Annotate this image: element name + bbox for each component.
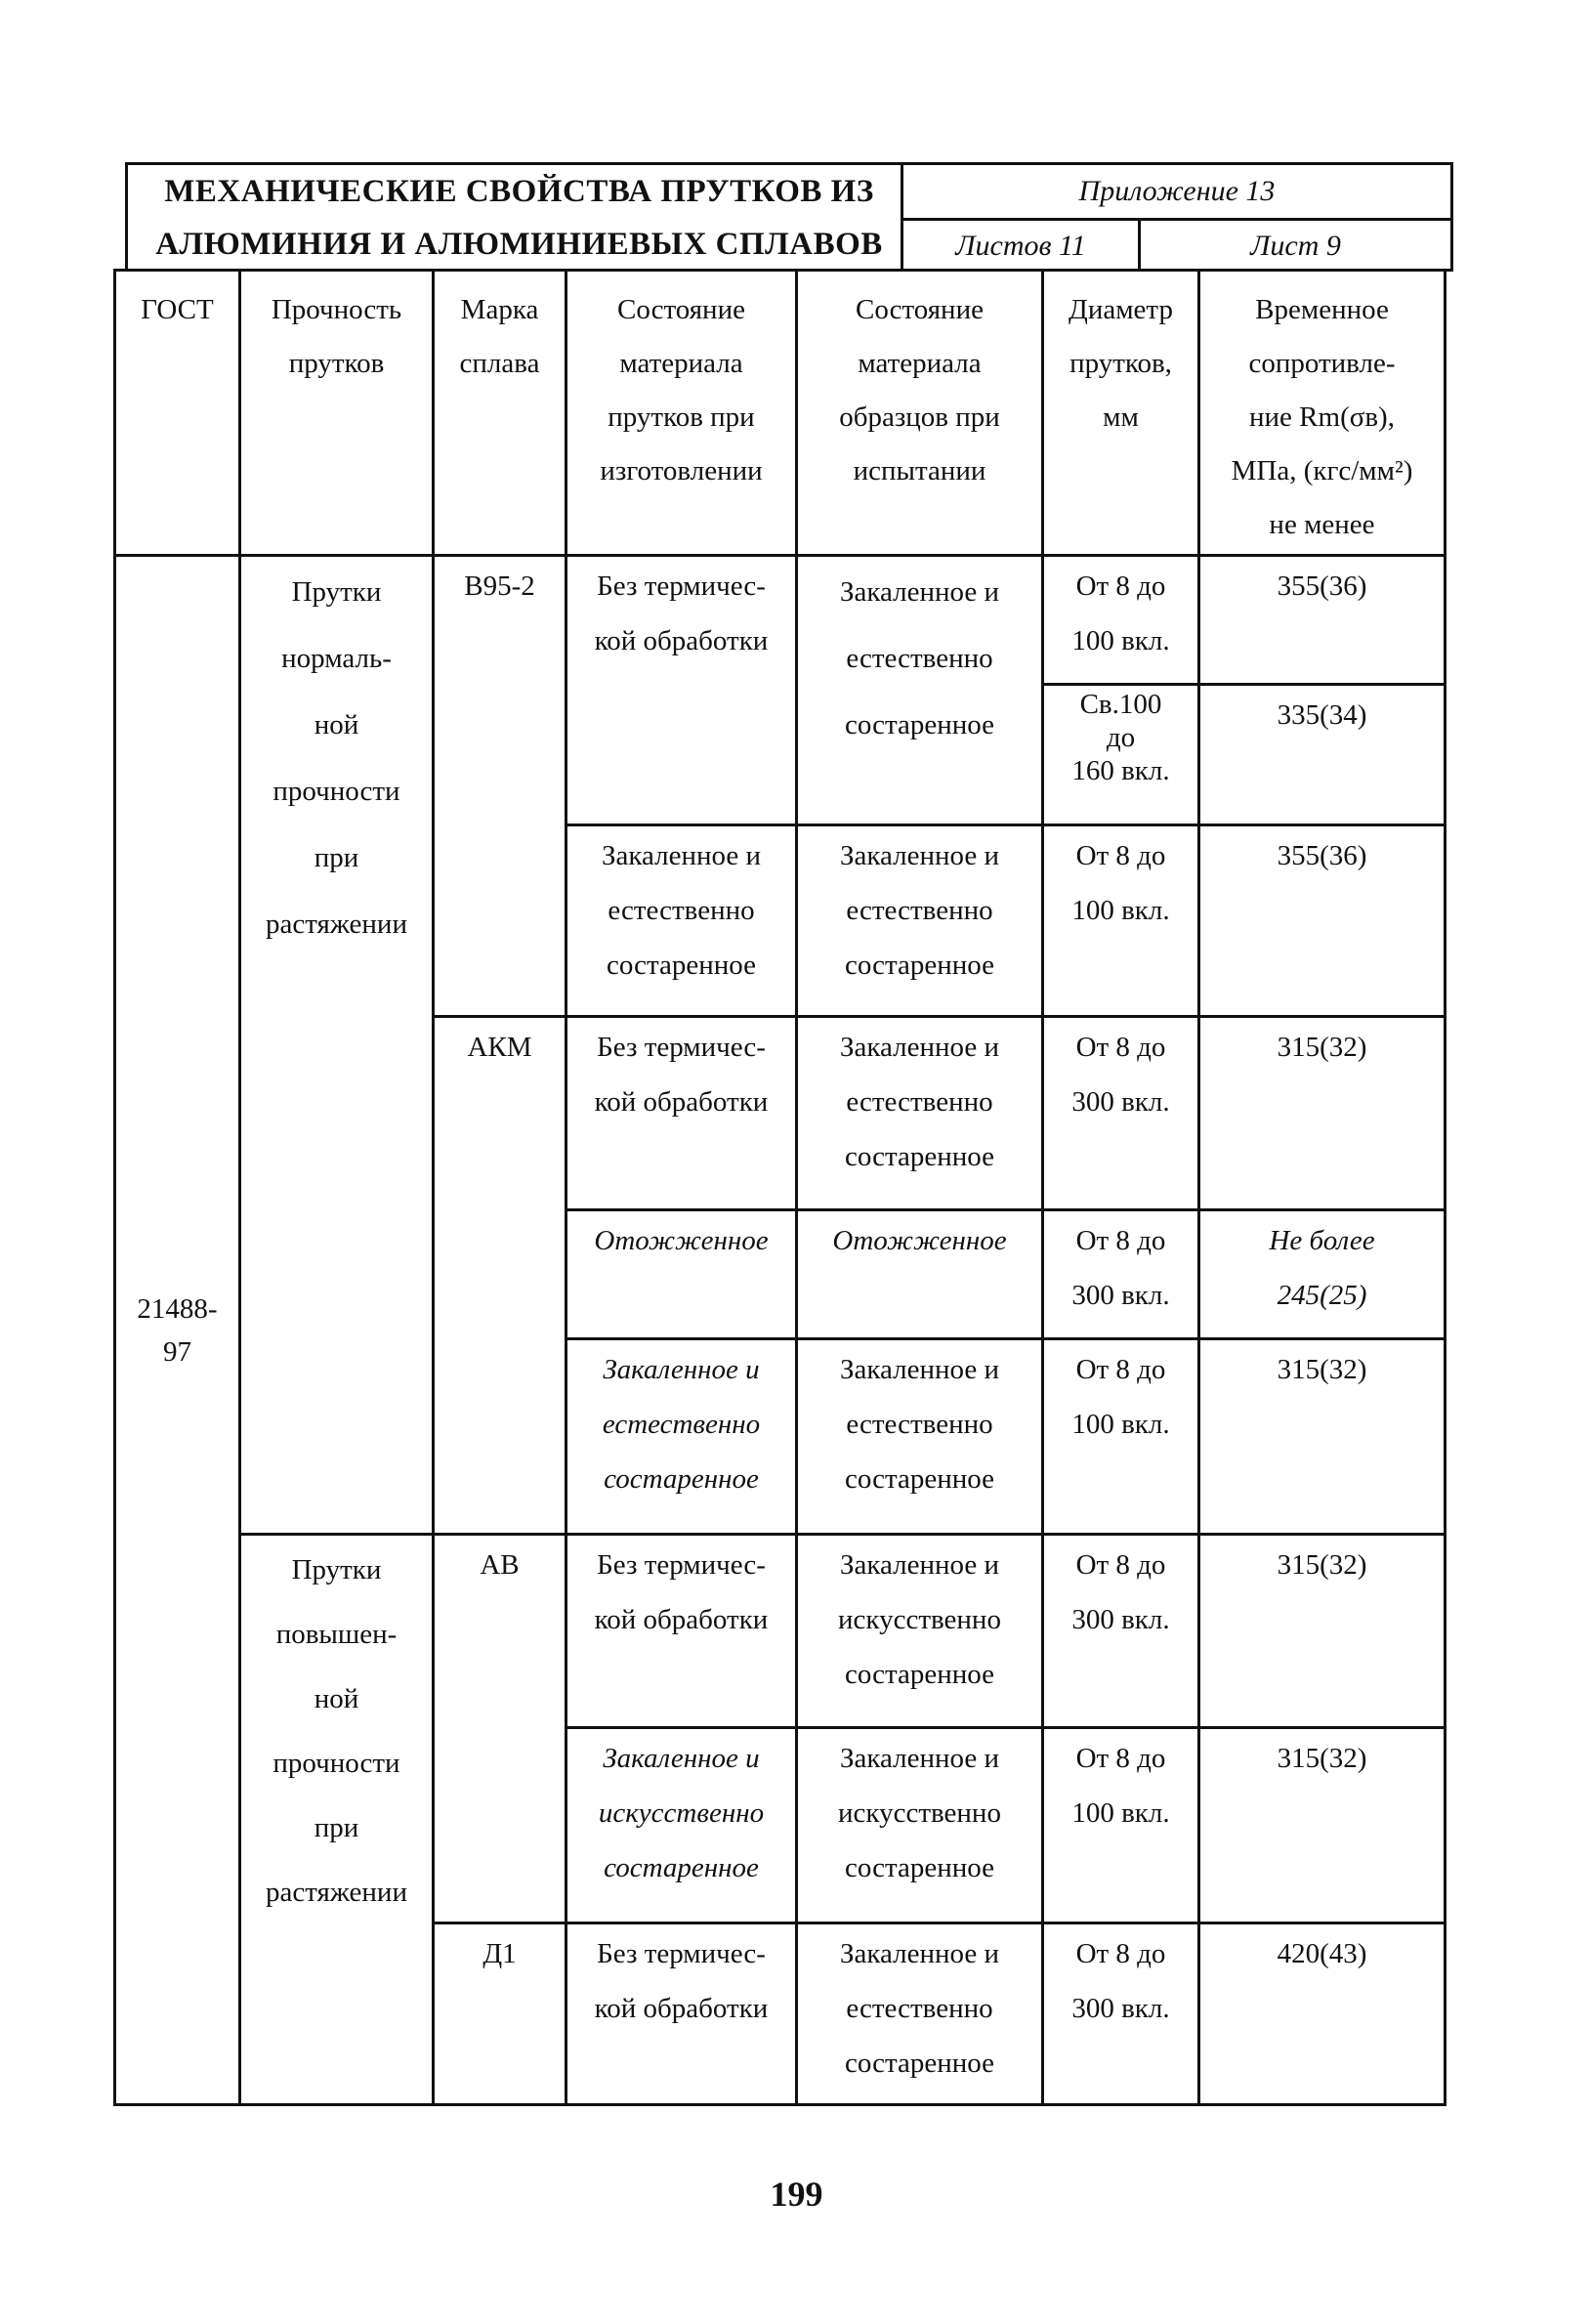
diameter: От 8 до 300 вкл. (1043, 1210, 1199, 1339)
sheet-number: Лист 9 (1250, 230, 1341, 262)
manufacture-state: Закаленное и искусственно состаренное (566, 1728, 797, 1923)
table-row (115, 556, 1446, 685)
tensile-strength: 355(36) (1199, 556, 1446, 685)
title-line-1: МЕХАНИЧЕСКИЕ СВОЙСТВА ПРУТКОВ ИЗ (164, 174, 874, 209)
grade-d1: Д1 (434, 1923, 566, 2105)
diameter: От 8 до 100 вкл. (1043, 825, 1199, 1017)
tensile-strength: 355(36) (1199, 825, 1446, 1017)
diameter: От 8 до 300 вкл. (1043, 1535, 1199, 1728)
diameter: От 8 до 100 вкл. (1043, 1339, 1199, 1535)
diameter: От 8 до 300 вкл. (1043, 1923, 1199, 2105)
tensile-strength: 335(34) (1199, 685, 1446, 825)
tensile-strength: 315(32) (1199, 1339, 1446, 1535)
tensile-strength: 315(32) (1199, 1535, 1446, 1728)
col-header-diameter: Диаметр прутков, мм (1043, 271, 1199, 556)
manufacture-state: Без термичес- кой обработки (566, 1535, 797, 1728)
document-title (128, 165, 903, 269)
properties-table (113, 269, 1446, 2106)
manufacture-state: Без термичес- кой обработки (566, 1923, 797, 2105)
col-header-grade: Марка сплава (434, 271, 566, 556)
tensile-strength: 315(32) (1199, 1017, 1446, 1210)
test-state: Закаленное и искусственно состаренное (797, 1728, 1043, 1923)
gost-cell: 21488- 97 (115, 556, 240, 2105)
sheets-count: Листов 11 (903, 221, 1141, 272)
col-header-gost: ГОСТ (115, 271, 240, 556)
col-header-strength: Прочность прутков (240, 271, 434, 556)
table-row (115, 1535, 1446, 1728)
diameter: От 8 до 300 вкл. (1043, 1017, 1199, 1210)
test-state: Закаленное и естественно состаренное (797, 1923, 1043, 2105)
diameter: От 8 до 100 вкл. (1043, 1728, 1199, 1923)
grade-av: АВ (434, 1535, 566, 1923)
title-line-2: АЛЮМИНИЯ И АЛЮМИНИЕВЫХ СПЛАВОВ (155, 227, 883, 262)
manufacture-state: Без термичес- кой обработки (566, 1017, 797, 1210)
tensile-strength: Не более 245(25) (1199, 1210, 1446, 1339)
page-number: 199 (770, 2175, 823, 2214)
test-state: Отожженное (797, 1210, 1043, 1339)
group-high-strength: Прутки повышен- ной прочности при растяжении (240, 1535, 434, 2105)
table-header-row (115, 271, 1446, 556)
test-state: Закаленное и естественно состаренное (797, 825, 1043, 1017)
diameter: Св.100 до 160 вкл. (1043, 685, 1199, 825)
document-header (125, 162, 1453, 272)
manufacture-state: Закаленное и естественно состаренное (566, 825, 797, 1017)
grade-akm: АКМ (434, 1017, 566, 1535)
col-header-state-manufacture: Состояние материала прутков при изготовлении (566, 271, 797, 556)
group-normal-strength: Прутки нормаль- ной прочности при растяжении (240, 556, 434, 1535)
grade-b95-2: В95-2 (434, 556, 566, 1017)
tensile-strength: 420(43) (1199, 1923, 1446, 2105)
test-state: Закаленное и искусственно состаренное (797, 1535, 1043, 1728)
col-header-state-test: Состояние материала образцов при испытании (797, 271, 1043, 556)
col-header-tensile: Временное сопротивле- ние Rm(σв), МПа, (кгс/мм²) не менее (1199, 271, 1446, 556)
manufacture-state: Без термичес- кой обработки (566, 556, 797, 825)
tensile-strength: 315(32) (1199, 1728, 1446, 1923)
appendix-label: Приложение 13 (903, 165, 1450, 221)
diameter: От 8 до 100 вкл. (1043, 556, 1199, 685)
manufacture-state: Закаленное и естественно состаренное (566, 1339, 797, 1535)
manufacture-state: Отожженное (566, 1210, 797, 1339)
test-state: Закаленное и естественно состаренное (797, 1017, 1043, 1210)
test-state: Закаленное и естественно состаренное (797, 1339, 1043, 1535)
test-state: Закаленное и естественно состаренное (797, 556, 1043, 825)
